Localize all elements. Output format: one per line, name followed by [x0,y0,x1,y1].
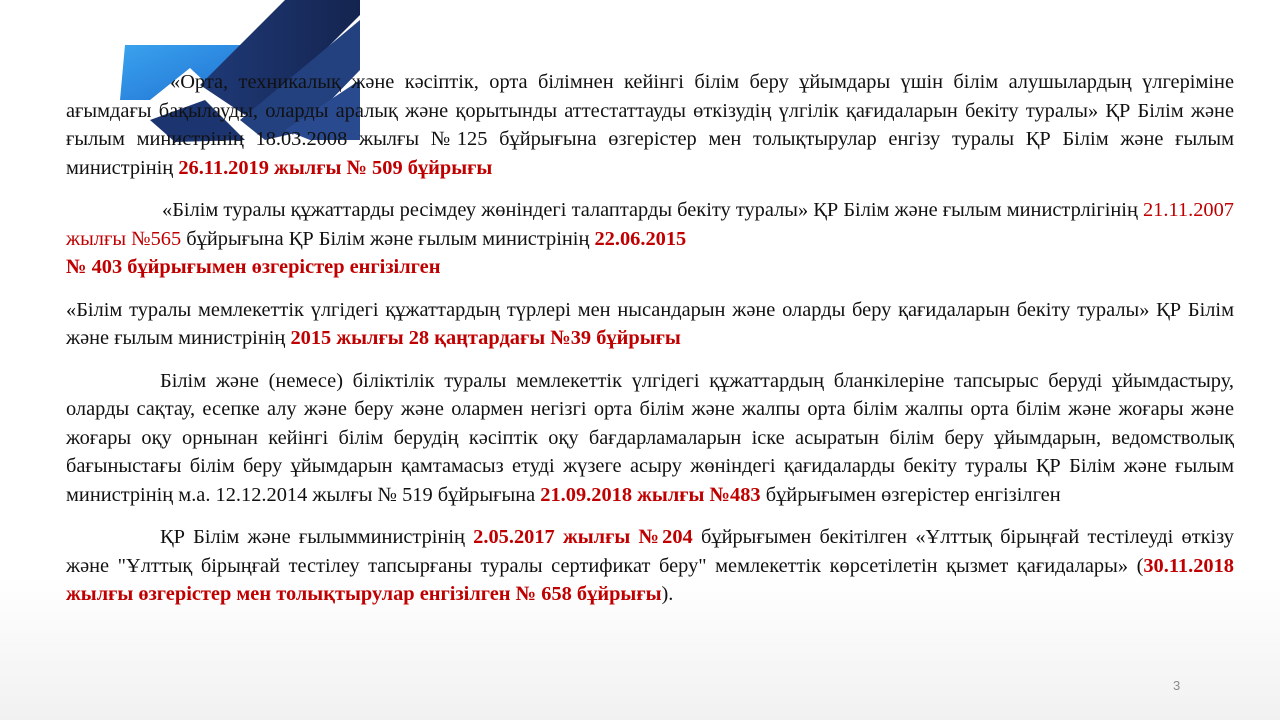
text-run: ҚР Білім және ғылымминистрінің [160,526,474,548]
text-run: бұйрығымен бекітілген «Ұлттық бірыңғай тестілеуді өткізу және "Ұлттық бірыңғай тестілеу тапсырғаны туралы сертификат беру" мемлекеттік көрсетілетін қызмет қағидалары» ( [66,526,1235,577]
order-reference: 21.11.2007 жылғы №565 [66,199,1234,250]
text-run: бұйрығымен өзгерістер енгізілген [760,483,1061,506]
document-body [66,68,1234,623]
paragraph-order-565 [66,196,1234,282]
text-run: Білім және (немесе) біліктілік туралы мемлекеттік үлгідегі құжаттардың бланкілеріне тапсырыс беруді ұйымдастыру, оларды сақтау, есепке алу және беру және олармен негізгі орта білім және жалпы орта білім жалпы орта білім және жоғары және жоғары оқу орнынан кейінгі білім берудің кәсіптік оқу бағдарламаларын іске асыратын білім беру ұйымдарын, ведомстволық бағыныстағы білім беру ұйымдарын қамтамасыз етуді жүзеге асыру жөніндегі қағидаларды бекіту туралы ҚР Білім және ғылым министрінің м.а. 12.12.2014 жылғы № 519 бұйрығына [66,369,1234,506]
text-run: «Білім туралы құжаттарды ресімдеу жөніндегі талаптарды бекіту туралы» ҚР Білім және ғылым министрлігінің [162,199,1143,221]
page-number: 3 [1173,678,1181,693]
order-reference: 2.05.2017 жылғы №204 [473,526,693,548]
paragraph-order-39 [66,296,1234,353]
paragraph-order-483 [66,367,1234,510]
order-reference: 21.09.2018 жылғы №483 [540,483,761,506]
text-run: бұйрығына ҚР Білім және ғылым министрінің [181,227,595,250]
order-reference: 30.11.2018 жылғы өзгерістер мен толықтырулар енгізілген № 658 бұйрығы [66,554,1234,605]
order-reference: 2015 жылғы 28 қаңтардағы №39 бұйрығы [290,327,681,349]
text-run: «Білім туралы мемлекеттік үлгідегі құжаттардың түрлері мен нысандарын және оларды беру қағидаларын бекіту туралы» ҚР Білім және ғылым министрінің [66,298,1234,349]
order-reference: 22.06.2015 [594,227,687,250]
paragraph-order-509 [66,68,1234,182]
order-reference: 26.11.2019 жылғы № 509 бұйрығы [178,156,493,179]
paragraph-order-204 [66,523,1234,609]
text-run: ). [661,583,674,605]
order-reference: № 403 бұйрығымен өзгерістер енгізілген [66,256,441,278]
text-run: «Орта, техникалық және кәсіптік, орта білімнен кейінгі білім беру ұйымдары үшін білім алушылардың үлгеріміне ағымдағы бақылауды, оларды аралық және қорытынды аттестаттауды өткізудің үлгілік қағидаларын бекіту туралы» ҚР Білім және ғылым министрінің 18.03.2008 жылғы №125 бұйрығына өзгерістер мен толықтырулар енгізу туралы ҚР Білім және ғылым министрінің [66,71,1234,179]
